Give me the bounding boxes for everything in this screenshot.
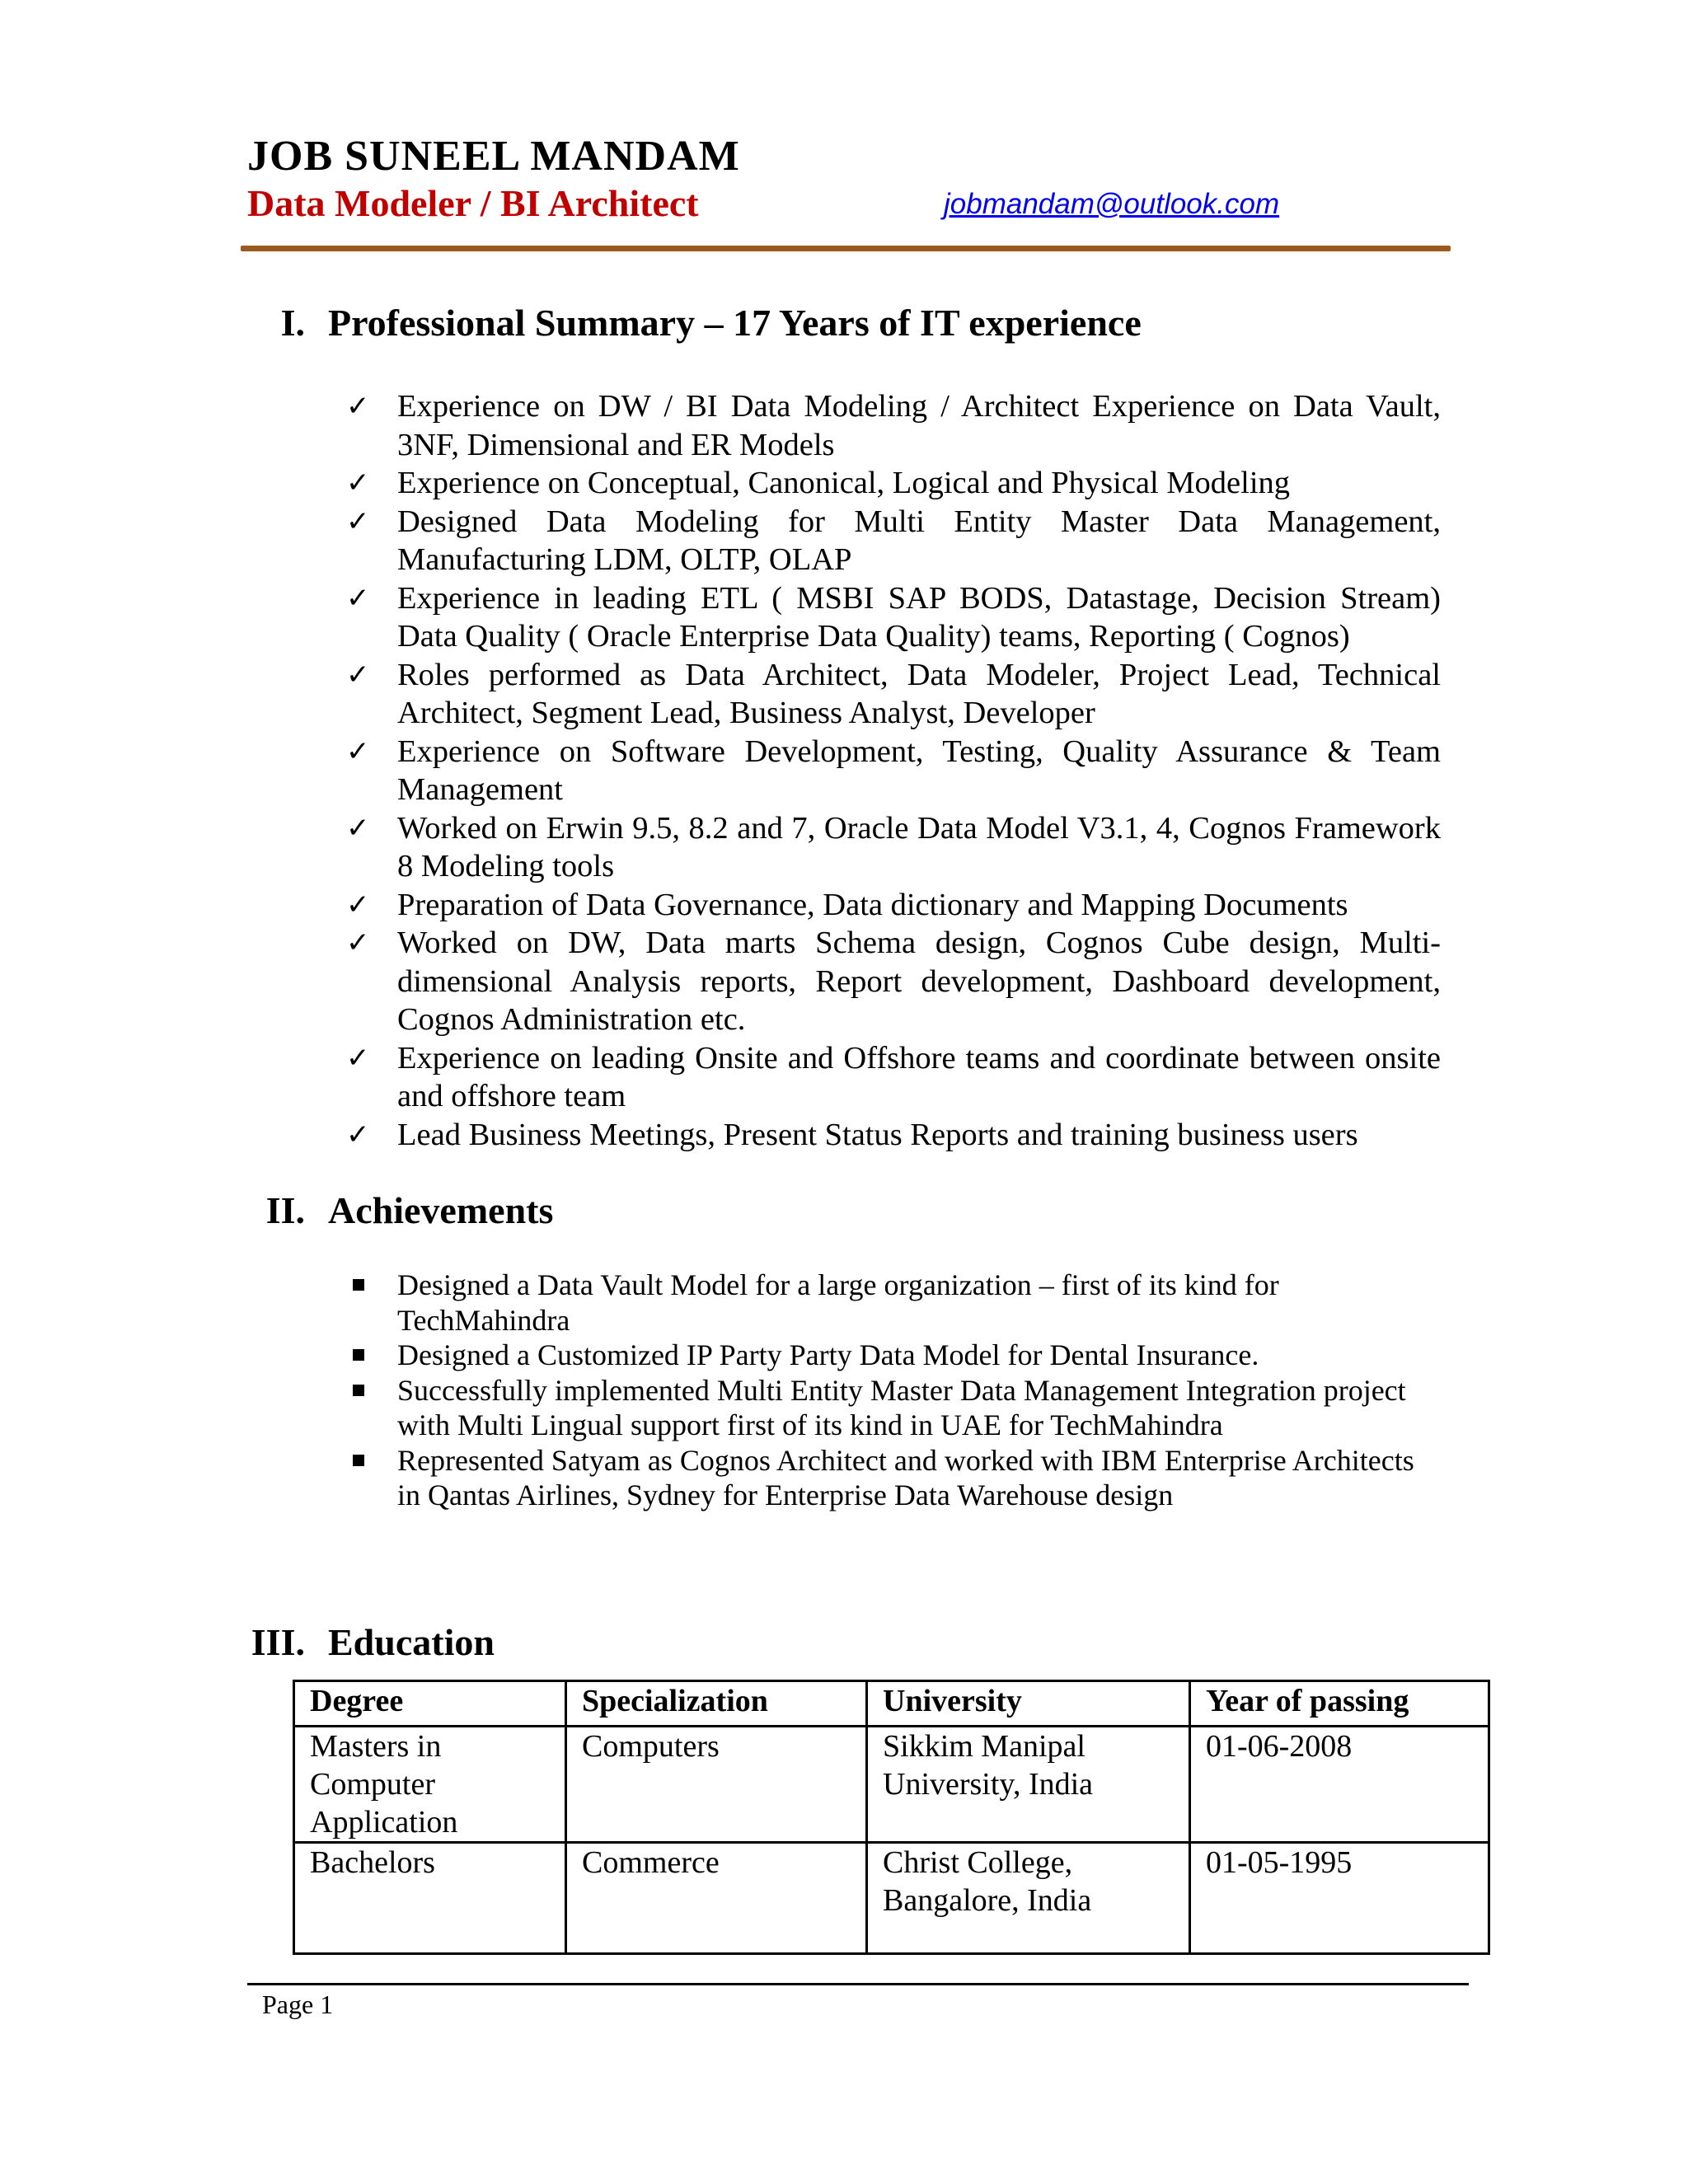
check-icon: ✓ (346, 466, 370, 499)
section-number: II. (265, 1189, 305, 1231)
summary-item-text: Experience on DW / BI Data Modeling / Architect Experience on Data Vault, 3NF, Dimensional and ER Models (397, 389, 1441, 462)
specialization-cell: Commerce (566, 1843, 867, 1954)
square-bullet-icon (353, 1349, 364, 1361)
summary-list-item (346, 924, 1441, 1039)
square-bullet-icon (353, 1455, 364, 1466)
column-header-specialization: Specialization (566, 1681, 867, 1727)
summary-list-item (346, 809, 1441, 886)
section-heading-summary (231, 301, 1142, 344)
summary-list (346, 387, 1441, 1154)
summary-list-item (346, 1039, 1441, 1116)
column-header-degree: Degree (294, 1681, 566, 1727)
section-heading-education (231, 1620, 495, 1664)
achievement-list-item (346, 1268, 1419, 1338)
check-icon: ✓ (346, 926, 370, 959)
section-title: Education (328, 1621, 495, 1663)
check-icon: ✓ (346, 888, 370, 921)
year-cell: 01-06-2008 (1190, 1727, 1489, 1843)
summary-list-item (346, 886, 1441, 925)
summary-item-text: Experience on Conceptual, Canonical, Logical and Physical Modeling (397, 466, 1291, 500)
square-bullet-icon (353, 1385, 364, 1396)
degree-cell: Bachelors (294, 1843, 566, 1954)
table-row (294, 1843, 1489, 1954)
summary-list-item (346, 656, 1441, 733)
column-header-university: University (867, 1681, 1190, 1727)
check-icon: ✓ (346, 811, 370, 845)
summary-item-text: Preparation of Data Governance, Data dictionary and Mapping Documents (397, 887, 1348, 922)
year-cell: 01-05-1995 (1190, 1843, 1489, 1954)
table-header-row (294, 1681, 1489, 1727)
check-icon: ✓ (346, 390, 370, 423)
email-link[interactable]: jobmandam@outlook.com (944, 188, 1280, 220)
check-icon: ✓ (346, 1041, 370, 1075)
degree-cell: Masters in Computer Application (294, 1727, 566, 1843)
university-cell: Christ College, Bangalore, India (867, 1843, 1190, 1954)
summary-item-text: Designed Data Modeling for Multi Entity Master Data Management, Manufacturing LDM, OLTP, OLAP (397, 504, 1441, 577)
university-cell: Sikkim Manipal University, India (867, 1727, 1190, 1843)
check-icon: ✓ (346, 1118, 370, 1151)
footer-divider (247, 1983, 1469, 1985)
summary-list-item (346, 503, 1441, 579)
achievement-item-text: Represented Satyam as Cognos Architect and worked with IBM Enterprise Architects in Qantas Airlines, Sydney for Enterprise Data Warehouse design (397, 1443, 1414, 1511)
column-header-year: Year of passing (1190, 1681, 1489, 1727)
summary-list-item (346, 464, 1441, 503)
specialization-cell: Computers (566, 1727, 867, 1843)
summary-item-text: Experience on leading Onsite and Offshore teams and coordinate between onsite and offshore team (397, 1040, 1441, 1113)
check-icon: ✓ (346, 734, 370, 768)
section-title: Professional Summary – 17 Years of IT experience (328, 302, 1142, 344)
check-icon: ✓ (346, 504, 370, 538)
summary-item-text: Worked on DW, Data marts Schema design, Cognos Cube design, Multi-dimensional Analysis reports, Report development, Dashboard development, Cognos Administration etc. (397, 926, 1441, 1037)
achievement-list-item (346, 1373, 1419, 1443)
summary-item-text: Experience on Software Development, Testing, Quality Assurance & Team Management (397, 733, 1441, 807)
check-icon: ✓ (346, 581, 370, 615)
candidate-name: JOB SUNEEL MANDAM (247, 133, 740, 180)
achievement-list-item (346, 1443, 1419, 1513)
summary-list-item (346, 733, 1441, 809)
summary-item-text: Worked on Erwin 9.5, 8.2 and 7, Oracle Data Model V3.1, 4, Cognos Framework 8 Modeling tools (397, 810, 1441, 883)
achievement-item-text: Designed a Customized IP Party Party Data Model for Dental Insurance. (397, 1338, 1259, 1371)
page-number: Page 1 (262, 1990, 334, 2019)
header-divider (241, 246, 1451, 251)
summary-list-item (346, 1116, 1441, 1155)
section-heading-achievements (231, 1188, 553, 1232)
achievements-list (346, 1268, 1442, 1513)
table-row (294, 1727, 1489, 1843)
section-title: Achievements (328, 1189, 554, 1231)
summary-list-item (346, 579, 1441, 656)
square-bullet-icon (353, 1279, 364, 1291)
section-number: I. (280, 302, 305, 344)
education-table (293, 1680, 1490, 1955)
check-icon: ✓ (346, 658, 370, 691)
section-number: III. (251, 1621, 305, 1663)
summary-item-text: Lead Business Meetings, Present Status Reports and training business users (397, 1117, 1358, 1152)
achievement-list-item (346, 1338, 1419, 1373)
achievement-item-text: Designed a Data Vault Model for a large organization – first of its kind for TechMahindra (397, 1268, 1279, 1337)
summary-item-text: Experience in leading ETL ( MSBI SAP BODS, Datastage, Decision Stream) Data Quality ( Oracle Enterprise Data Quality) teams, Reporting ( Cognos) (397, 580, 1441, 654)
summary-item-text: Roles performed as Data Architect, Data Modeler, Project Lead, Technical Architect, Segment Lead, Business Analyst, Developer (397, 657, 1441, 730)
summary-list-item (346, 387, 1441, 464)
achievement-item-text: Successfully implemented Multi Entity Master Data Management Integration project with Multi Lingual support first of its kind in UAE for TechMahindra (397, 1373, 1406, 1441)
job-title: Data Modeler / BI Architect (247, 182, 699, 224)
